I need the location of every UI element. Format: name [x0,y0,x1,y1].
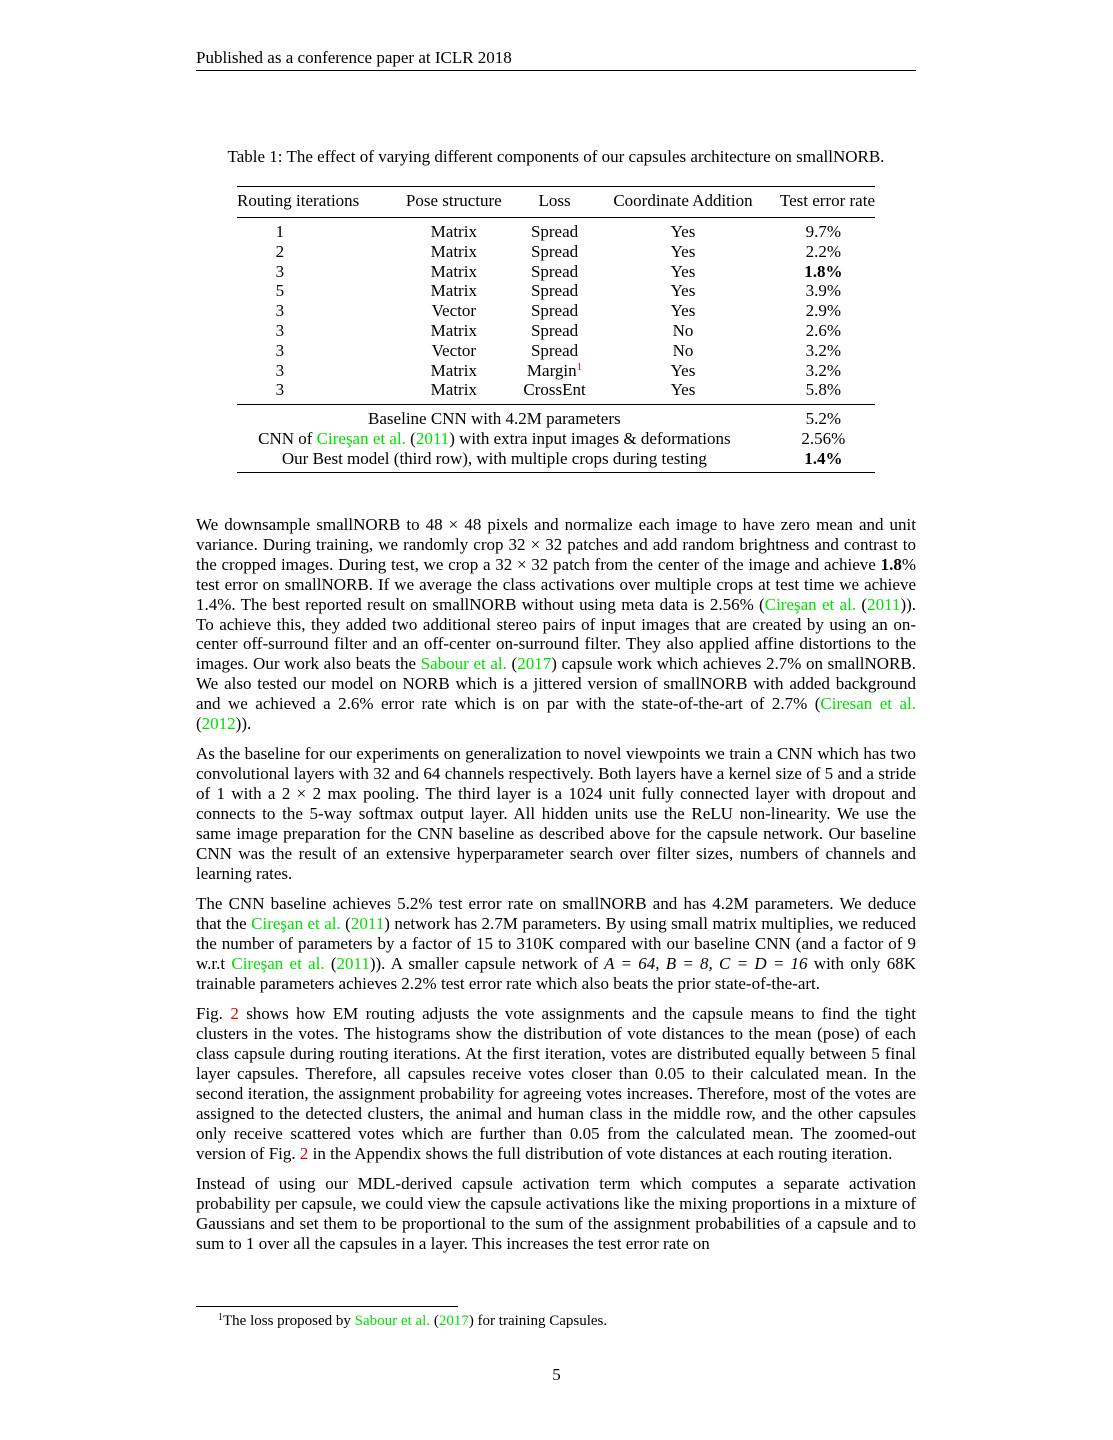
table-row: 3 Matrix CrossEnt Yes 5.8% [275,380,842,400]
paragraph-mdl: Instead of using our MDL-derived capsule activation term which computes a separate activation probability per capsule, we could view the capsule activations like the mixing proportions in a mixture of Gaussians and set them to be proportional to the sum of the assignment probabilities of a capsule and to sum to 1 over all the capsules in a layer. This increases the test error rate on [196,1174,916,1253]
table-row: 1 Matrix Spread Yes 9.7% [237,218,875,242]
best-error-rate: 1.8% [804,261,843,281]
table-row: 3 Matrix Spread No 2.6% [275,320,842,340]
body-text [196,515,916,1264]
figure-ref-link[interactable]: 2 [299,1143,309,1163]
citation-year-link[interactable]: 2011 [415,428,450,448]
citation-year-link[interactable]: 2017 [517,654,552,674]
col-header: Routing iterations [237,187,393,218]
citation-year-link[interactable]: 2017 [438,1313,469,1329]
results-table-container [237,186,875,473]
running-header: Published as a conference paper at ICLR 2018 [196,48,512,67]
table-row: 3 Vector Spread Yes 2.9% [275,301,842,321]
citation-year-link[interactable]: 2011 [350,914,385,934]
paragraph-downsample: We downsample smallNORB to 48 × 48 pixels and normalize each image to have zero mean and unit variance. During training, we randomly crop 32 × 32 patches and add random brightness and contrast to the cropped images. During test, we crop a 32 × 32 patch from the center of the image and achieve 1.8% test error on smallNORB. If we average the class activations over multiple crops at test time we achieve 1.4%. The best reported result on smallNORB without using meta data is 2.56% (Cireşan et al. (2011)). To achieve this, they added two additional stereo pairs of input images that are created by using an on-center off-surround filter and an off-center on-surround filter. They also applied affine distortions to the images. Our work also beats the Sabour et al. (2017) capsule work which achieves 2.7% on smallNORB. We also tested our model on NORB which is a jittered version of smallNORB with added background and we achieved a 2.6% error rate which is on par with the state-of-the-art of 2.7% (Ciresan et al. (2012)). [196,515,917,734]
footnote: $^1$The loss proposed by Sabour et al. (2017) for training Capsules. [218,1312,608,1329]
paragraph-baseline: As the baseline for our experiments on generalization to novel viewpoints we train a CNN which has two convolutional layers with 32 and 64 channels respectively. Both layers have a kernel size of 5 and a stride of 1 with a 2 × 2 max pooling. The third layer is a 1024 unit fully connected layer with dropout and connects to the 5-way softmax output layer. All hidden units use the ReLU non-linearity. We use the same image preparation for the CNN baseline as described above for the capsule network. Our baseline CNN was the result of an extensive hyperparameter search over filter sizes, numbers of channels and learning rates. [196,744,916,883]
footnote-mark-link[interactable]: 1 [576,360,583,373]
citation-link[interactable]: Cireşan et al. [251,914,341,934]
col-header: Pose structure [393,187,515,218]
table-row: 5 Matrix Spread Yes 3.9% [275,281,842,301]
page-number: 5 [552,1365,561,1384]
table-row-best-model: Our Best model (third row), with multiple crops during testing 1.4% [237,449,875,472]
paragraph-em-routing: Fig. 2 shows how EM routing adjusts the vote assignments and the capsule means to find the tight clusters in the votes. The histograms show the distribution of vote distances to the mean (pose) of each class capsule during routing iterations. At the first iteration, votes are distributed equally between 5 final layer capsules. Therefore, all capsules receive votes closer than 0.05 to their calculated mean. In the second iteration, the assignment probability for agreeing votes increases. Therefore, most of the votes are assigned to the detected clusters, the animal and human class in the middle row, and the other capsules only receive scattered votes which are further than 0.05 from the calculated mean. The zoomed-out version of Fig. 2 in the Appendix shows the full distribution of vote distances at each routing iteration. [196,1004,916,1163]
citation-year-link[interactable]: 2012 [201,714,236,734]
citation-year-link[interactable]: 2011 [336,954,370,974]
col-header: Coordinate Addition [594,187,771,218]
footnote-mark: 1 [218,1312,223,1323]
citation-link[interactable]: Sabour et al. [354,1313,431,1329]
citation-link[interactable]: Cireşan et al. [764,594,857,614]
table-row-ciresan: CNN of Cireşan et al. (2011) with extra input images & deformations 2.56% [258,428,846,448]
table-row: 3 Matrix Margin$^1$ Yes 3.2% [275,360,842,380]
table-row-baseline: Baseline CNN with 4.2M parameters 5.2% [237,405,875,429]
figure-ref-link[interactable]: 2 [230,1004,239,1024]
footnote-rule [196,1306,458,1307]
citation-link[interactable]: Cireşan et al. [231,954,325,974]
table-row: 2 Matrix Spread Yes 2.2% [275,241,842,261]
results-table [237,186,875,473]
header-rule [196,70,916,71]
table-row: 3 Vector Spread No 3.2% [275,340,842,360]
col-header: Loss [515,187,594,218]
citation-year-link[interactable]: 2011 [867,594,901,614]
table-caption: Table 1: The effect of varying different components of our capsules architecture on smallNORB. [227,147,885,166]
citation-link[interactable]: Ciresan et al. [820,694,917,714]
table-row-best: 3 Matrix Spread Yes 1.8% [237,262,875,282]
paragraph-parameters: The CNN baseline achieves 5.2% test error rate on smallNORB and has 4.2M parameters. We deduce that the Cireşan et al. (2011) network has 2.7M parameters. By using small matrix multiplies, we reduced the number of parameters by a factor of 15 to 310K compared with our baseline CNN (and a factor of 9 w.r.t Cireşan et al. (2011)). A smaller capsule network of A = 64, B = 8, C = D = 16 with only 68K trainable parameters achieves 2.2% test error rate which also beats the prior state-of-the-art. [196,894,917,993]
citation-link[interactable]: Sabour et al. [420,654,507,674]
col-header: Test error rate [772,187,875,218]
citation-link[interactable]: Cireşan et al. [316,428,406,448]
